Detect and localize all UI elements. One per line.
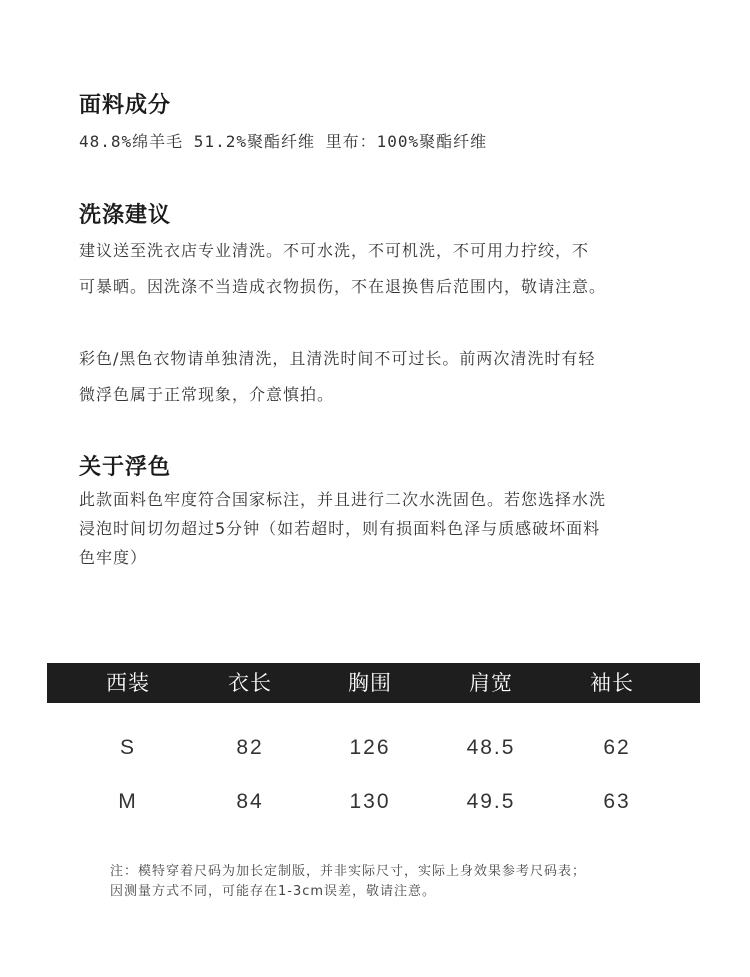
table-row (0, 728, 750, 768)
washing-section (79, 198, 699, 413)
washing-line: 可暴晒。因洗涤不当造成衣物损伤，不在退换售后范围内，敬请注意。 (79, 277, 607, 296)
color-fading-title: 关于浮色 (79, 455, 172, 480)
table-cell-chest: 130 (349, 790, 391, 813)
washing-title: 洗涤建议 (79, 203, 172, 228)
table-cell-shoulder: 49.5 (466, 790, 516, 813)
color-fading-line: 此款面料色牢度符合国家标注，并且进行二次水洗固色。若您选择水洗 (79, 490, 607, 509)
header-cell-shoulder: 肩宽 (469, 671, 513, 695)
table-cell-size: M (118, 790, 138, 813)
fabric-section (79, 88, 699, 152)
color-fading-section (79, 450, 699, 572)
fabric-title: 面料成分 (79, 93, 172, 118)
color-fading-line: 浸泡时间切勿超过5分钟（如若超时，则有损面料色泽与质感破坏面料 (79, 519, 601, 538)
table-cell-shoulder: 48.5 (466, 736, 516, 759)
fabric-composition: 48.8%绵羊毛 51.2%聚酯纤维 里布：100%聚酯纤维 (79, 132, 488, 151)
table-cell-length: 82 (236, 736, 264, 759)
note-line: 因测量方式不同，可能存在1-3cm误差，敬请注意。 (110, 884, 437, 899)
note-line: 注：模特穿着尺码为加长定制版，并非实际尺寸，实际上身效果参考尺码表； (110, 864, 587, 879)
table-cell-sleeve: 62 (603, 736, 631, 759)
measurement-note (110, 862, 710, 902)
table-cell-length: 84 (236, 790, 264, 813)
washing-line: 彩色/黑色衣物请单独清洗，且清洗时间不可过长。前两次清洗时有轻 (79, 349, 596, 368)
washing-line: 微浮色属于正常现象，介意慎拍。 (79, 385, 335, 404)
washing-line: 建议送至洗衣店专业清洗。不可水洗，不可机洗，不可用力拧绞，不 (79, 241, 590, 260)
header-cell-sleeve: 袖长 (590, 671, 634, 695)
table-cell-size: S (119, 736, 136, 759)
header-cell-length: 衣长 (228, 671, 272, 695)
table-cell-sleeve: 63 (603, 790, 631, 813)
header-cell-chest: 胸围 (348, 671, 392, 695)
table-row (0, 782, 750, 822)
header-cell-style: 西装 (106, 671, 150, 695)
size-table-header (47, 663, 700, 703)
table-cell-chest: 126 (349, 736, 391, 759)
color-fading-line: 色牢度） (79, 548, 148, 567)
